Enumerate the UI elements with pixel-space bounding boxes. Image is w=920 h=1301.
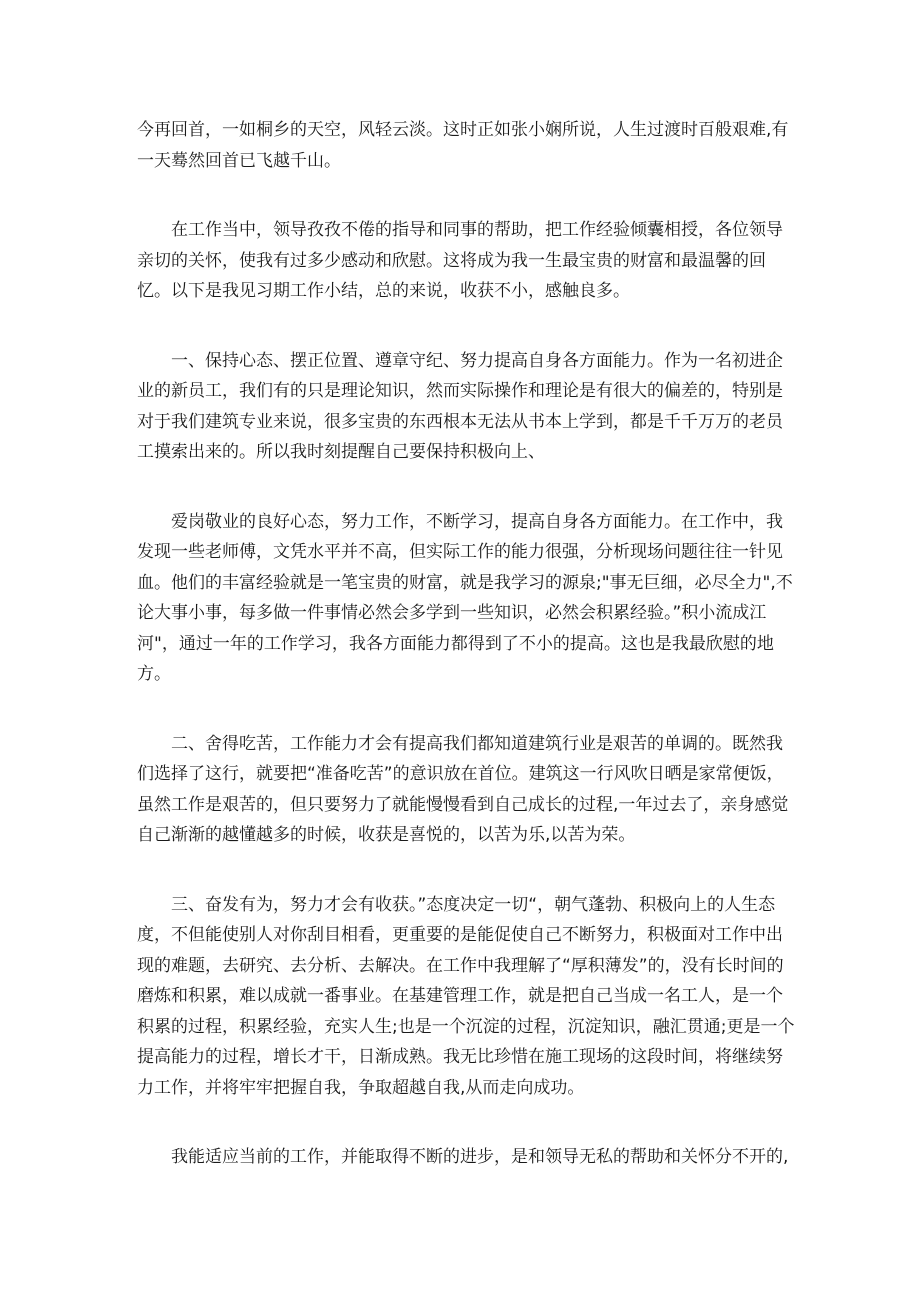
paragraph-3: 一、保持心态、摆正位置、遵章守纪、努力提高自身各方面能力。作为一名初进企业的新员工，我们有的只是理论知识，然而实际操作和理论是有很大的偏差的，特别是对于我们建筑专业来说，很多宝贵的东西根本无法从书本上学到，都是千千万万的老员工摸索出来的。所以我时刻提醒自己要保持积极向上、 xyxy=(137,350,783,462)
paragraph-1: 今再回首，一如桐乡的天空，风轻云淡。这时正如张小娴所说，人生过渡时百般艰难,有一天蓦然回首已飞越千山。 xyxy=(137,120,789,171)
document-body xyxy=(137,115,797,1212)
paragraph-7: 我能适应当前的工作，并能取得不断的进步，是和领导无私的帮助和关怀分不开的, xyxy=(171,1147,789,1167)
paragraph-6: 三、奋发有为，努力才会有收获。”态度决定一切“，朝气蓬勃、积极向上的人生态度，不但能使别人对你刮目相看，更重要的是能促使自己不断努力，积极面对工作中出现的难题，去研究、去分析、去解决。在工作中我理解了“厚积薄发”的，没有长时间的磨炼和积累，难以成就一番事业。在基建管理工作，就是把自己当成一名工人，是一个积累的过程，积累经验，充实人生;也是一个沉淀的过程，沉淀知识，融汇贯通;更是一个提高能力的过程，增长才干，日渐成熟。我无比珍惜在施工现场的这段时间，将继续努力工作，并将牢牢把握自我，争取超越自我,从而走向成功。 xyxy=(137,894,795,1098)
paragraph-2: 在工作当中，领导孜孜不倦的指导和同事的帮助，把工作经验倾囊相授，各位领导亲切的关怀，使我有过多少感动和欣慰。这将成为我一生最宝贵的财富和最温馨的回忆。以下是我见习期工作小结，总的来说，收获不小，感触良多。 xyxy=(137,220,783,301)
paragraph-4: 爱岗敬业的良好心态，努力工作，不断学习，提高自身各方面能力。在工作中，我发现一些老师傅，文凭水平并不高，但实际工作的能力很强，分析现场问题往往一针见血。他们的丰富经验就是一笔宝贵的财富，就是我学习的源泉;"事无巨细，必尽全力",不论大事小事，每多做一件事情必然会多学到一些知识，必然会积累经验。”积小流成江河"，通过一年的工作学习，我各方面能力都得到了不小的提高。这也是我最欣慰的地方。 xyxy=(137,511,793,684)
paragraph-5: 二、舍得吃苦，工作能力才会有提高我们都知道建筑行业是艰苦的单调的。既然我们选择了这行，就要把“准备吃苦”的意识放在首位。建筑这一行风吹日晒是家常便饭，虽然工作是艰苦的，但只要努力了就能慢慢看到自己成长的过程,一年过去了，亲身感觉自己渐渐的越懂越多的时候，收获是喜悦的，以苦为乐,以苦为荣。 xyxy=(137,733,789,845)
